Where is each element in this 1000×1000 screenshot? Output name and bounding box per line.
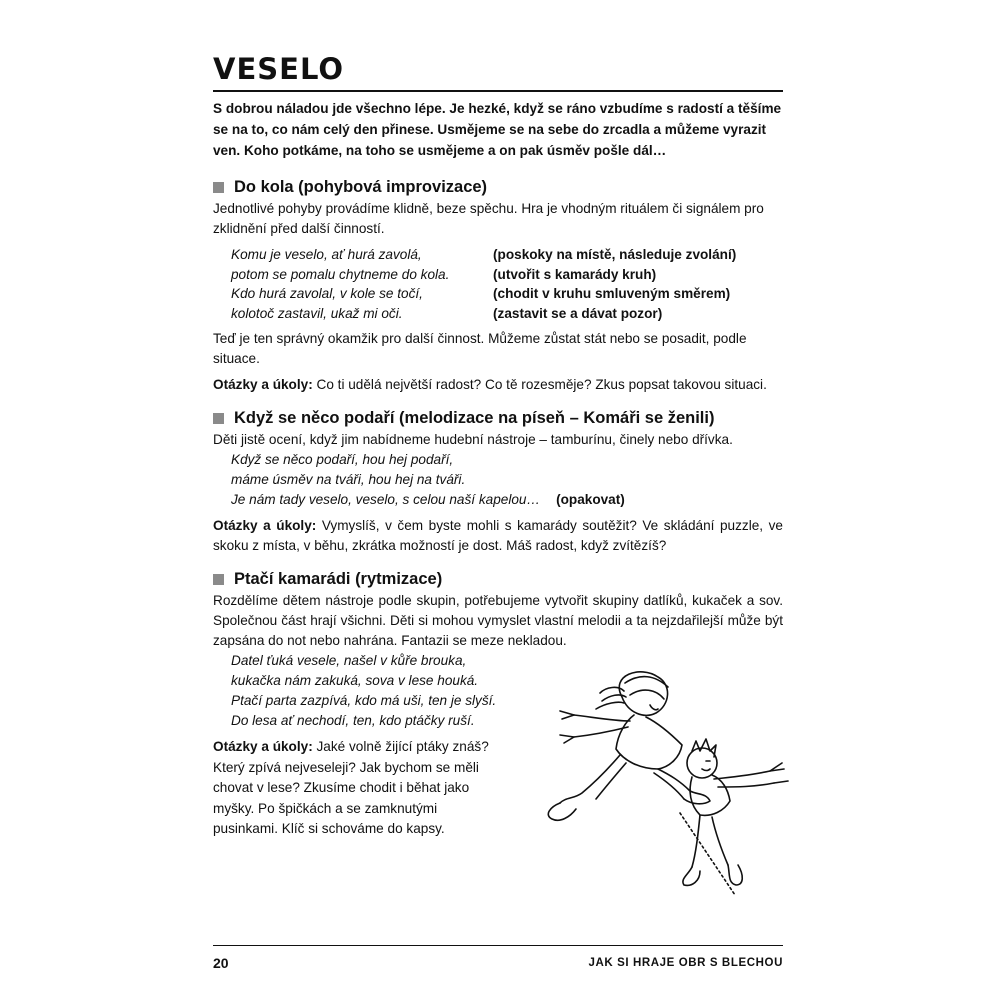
page-title: VESELO	[213, 52, 345, 86]
verse-line: Ptačí parta zazpívá, kdo má uši, ten je slyší.	[231, 693, 497, 708]
section-heading-do-kola	[213, 175, 783, 199]
section-paragraph: Děti jistě ocení, když jim nabídneme hudební nástroje – tamburínu, činely nebo dřívka.	[213, 432, 733, 447]
verse-instruction: (utvořit s kamarády kruh)	[493, 266, 657, 282]
questions-text: Jaké volně žijící ptáky znáš? Který zpívá nejveseleji? Jak bychom se měli chovat v lese? Zkusíme chodit i běhat jako myšky. Po špičkách a se zamknutými pusinkami. Klíč si schováme do kapsy.	[213, 739, 489, 836]
section-paragraph: Jednotlivé pohyby provádíme klidně, beze spěchu. Hra je vhodným rituálem či signálem pro zklidnění před další činností.	[213, 201, 764, 236]
verse-instruction: (poskoky na místě, následuje zvolání)	[493, 247, 737, 262]
verse-row	[213, 304, 783, 324]
section-heading-text: Ptačí kamarádi (rytmizace)	[234, 570, 443, 588]
questions-label: Otázky a úkoly:	[213, 377, 313, 392]
section-heading-ptaci-kamaradi	[213, 567, 783, 591]
verse-row	[213, 245, 783, 265]
running-children-illustration	[530, 665, 810, 900]
verse-instruction: (zastavit se a dávat pozor)	[493, 305, 663, 321]
questions-text: Co ti udělá největší radost? Co tě rozesměje? Zkus popsat takovou situaci.	[312, 377, 767, 392]
section-heading-text: Když se něco podaří (melodizace na píseň – Komáři se ženili)	[234, 409, 715, 427]
verse-line: Když se něco podaří, hou hej podaří,	[231, 452, 454, 467]
questions-paragraph	[213, 737, 503, 840]
ground-line	[680, 813, 735, 895]
section-heading-kdyz-se-neco-podari	[213, 406, 783, 430]
verse-line: kukačka nám zakuká, sova v lese houká.	[231, 673, 479, 688]
verse-line: Je nám tady veselo, veselo, s celou naší kapelou…	[231, 492, 541, 507]
square-bullet-icon	[213, 182, 224, 193]
questions-label: Otázky a úkoly:	[213, 739, 313, 754]
running-title: JAK SI HRAJE OBR S BLECHOU	[588, 957, 783, 969]
verse-line: Komu je veselo, ať hurá zavolá,	[231, 247, 422, 262]
section-paragraph: Rozdělíme dětem nástroje podle skupin, potřebujeme vytvořit skupiny datlíků, kukaček a sov. Společnou část hrají všichni. Děti si mohou vymyslet vlastní melodii a ta nejzdařilejší může být zapsána do not nebo nahrána. Fantazii se meze nekladou.	[213, 593, 783, 648]
verse-line: Do lesa ať nechodí, ten, kdo ptáčky ruší.	[231, 713, 475, 728]
verse-instruction: (chodit v kruhu smluveným směrem)	[493, 286, 731, 301]
intro-paragraph: S dobrou náladou jde všechno lépe. Je hezké, když se ráno vzbudíme s radostí a těšíme se na to, co nám celý den přinese. Usmějeme se na sebe do zrcadla a můžeme vyrazit ven. Koho potkáme, na toho se usmějeme a on pak úsměv pošle dál…	[213, 101, 782, 158]
questions-paragraph	[213, 516, 783, 556]
verse-line: Kdo hurá zavolal, v kole se točí,	[231, 286, 423, 301]
verse-block	[213, 245, 783, 323]
verse-row	[213, 265, 783, 285]
section-paragraph: Teď je ten správný okamžik pro další činnost. Můžeme zůstat stát nebo se posadit, podle situace.	[213, 331, 747, 366]
girl-figure	[548, 672, 710, 820]
footer-divider	[213, 945, 783, 946]
verse-line: potom se pomalu chytneme do kola.	[231, 266, 450, 282]
title-divider	[213, 90, 783, 92]
verse-row	[213, 284, 783, 304]
square-bullet-icon	[213, 413, 224, 424]
questions-text: Vymyslíš, v čem byste mohli s kamarády soutěžit? Ve skládání puzzle, ve skoku z místa, v běhu, zkrátka možností je dost. Máš radost, když zvítězíš?	[213, 518, 783, 553]
verse-line: máme úsměv na tváři, hou hej na tváři.	[231, 472, 466, 487]
page-number: 20	[213, 955, 229, 971]
questions-label: Otázky a úkoly:	[213, 518, 317, 533]
square-bullet-icon	[213, 574, 224, 585]
verse-instruction: (opakovat)	[556, 492, 625, 507]
verse-line: Datel ťuká vesele, našel v kůře brouka,	[231, 653, 467, 668]
section-heading-text: Do kola (pohybová improvizace)	[234, 178, 488, 196]
questions-paragraph	[213, 375, 783, 395]
boy-figure	[683, 739, 788, 885]
verse-line: kolotoč zastavil, ukaž mi oči.	[231, 305, 403, 321]
verse-block	[213, 450, 783, 510]
